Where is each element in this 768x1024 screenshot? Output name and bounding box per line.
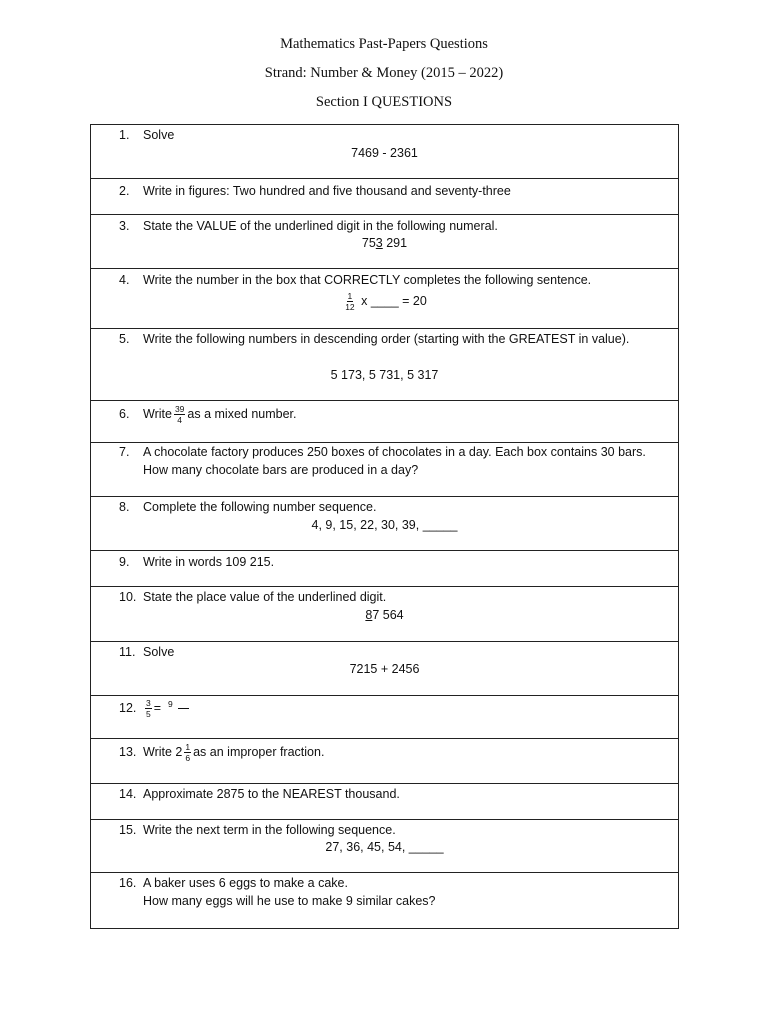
blank-line	[178, 708, 189, 709]
question-number: 13.	[119, 744, 137, 759]
question-row-2	[91, 179, 678, 215]
question-expression: 7469 - 2361	[351, 146, 418, 160]
question-row-13: 13. Write 2 $\frac{1}{6}$ as an improper fraction.	[91, 739, 678, 784]
question-text: Write the following numbers in descending order (starting with the GREATEST in value).	[143, 332, 630, 346]
question-row-6: 6. Write $\frac{39}{4}$ as a mixed number.	[91, 401, 678, 443]
strand-heading: Strand: Number & Money (2015 – 2022)	[264, 65, 504, 81]
question-number: 5.	[119, 332, 130, 346]
question-number: 7.	[119, 445, 130, 459]
question-expression: 4, 9, 15, 22, 30, 39, _____	[311, 518, 458, 532]
question-row-16	[91, 873, 678, 928]
question-row-7	[91, 443, 678, 497]
question-number: 4.	[119, 273, 130, 287]
question-text: State the VALUE of the underlined digit in the following numeral.	[143, 219, 498, 233]
question-expression: 753 291	[361, 236, 408, 250]
question-number: 9.	[119, 555, 130, 569]
question-number: 2.	[119, 184, 130, 198]
fraction: $\frac{3}{5}$	[146, 698, 151, 719]
question-row-3	[91, 215, 678, 269]
document-title: Mathematics Past-Papers Questions	[280, 36, 488, 52]
question-number: 16.	[119, 876, 137, 890]
question-text: Solve	[143, 128, 175, 142]
question-expression: $\frac{1}{12}$ x ____ = 20	[345, 291, 427, 312]
question-row-10	[91, 587, 678, 642]
fraction-with-blank: 9	[168, 698, 173, 709]
question-text-line-2: How many chocolate bars are produced in a day?	[143, 463, 419, 477]
question-number: 8.	[119, 500, 130, 514]
question-number: 12.	[119, 700, 137, 715]
question-expression: 87 564	[365, 608, 404, 622]
question-text: State the place value of the underlined digit.	[143, 590, 387, 604]
question-text: Write the number in the box that CORRECTLY completes the following sentence.	[143, 273, 592, 287]
question-row-5	[91, 329, 678, 401]
fraction: $\frac{1}{6}$	[185, 742, 191, 763]
question-row-14	[91, 784, 678, 820]
question-row-11	[91, 642, 678, 696]
fraction: $\frac{1}{12}$	[345, 291, 355, 312]
question-text: Write in figures: Two hundred and five thousand and seventy-three	[143, 184, 511, 198]
question-text: A chocolate factory produces 250 boxes of chocolates in a day. Each box contains 30 bars.	[143, 445, 646, 459]
question-row-15	[91, 820, 678, 873]
questions-table	[90, 124, 679, 929]
question-number: 14.	[119, 787, 137, 801]
underlined-digit: 3	[375, 236, 383, 250]
question-number: 3.	[119, 219, 130, 233]
question-text: Write the next term in the following sequence.	[143, 823, 396, 837]
underlined-digit: 8	[365, 608, 373, 622]
question-text: Solve	[143, 645, 175, 659]
question-number: 15.	[119, 823, 137, 837]
question-number: 6.	[119, 406, 130, 421]
question-text: A baker uses 6 eggs to make a cake.	[143, 876, 348, 890]
question-row-4	[91, 269, 678, 329]
question-number: 11.	[119, 645, 136, 659]
section-heading: Section I QUESTIONS	[315, 94, 453, 110]
question-row-8	[91, 497, 678, 551]
question-row-9	[91, 551, 678, 587]
question-row-1	[91, 125, 678, 179]
question-number: 10.	[119, 590, 137, 604]
question-text: Write in words 109 215.	[143, 555, 275, 569]
question-text-line-2: How many eggs will he use to make 9 similar cakes?	[143, 894, 436, 908]
fraction: $\frac{39}{4}$	[174, 404, 185, 425]
question-number: 1.	[119, 128, 130, 142]
question-expression: 5 173, 5 731, 5 317	[330, 368, 439, 382]
question-text: Approximate 2875 to the NEAREST thousand.	[143, 787, 400, 801]
question-expression: 7215 + 2456	[349, 662, 420, 676]
question-text: Complete the following number sequence.	[143, 500, 377, 514]
question-row-12: 12. $\frac{3}{5}$ = 9	[91, 696, 678, 739]
question-expression: 27, 36, 45, 54, _____	[325, 840, 444, 854]
